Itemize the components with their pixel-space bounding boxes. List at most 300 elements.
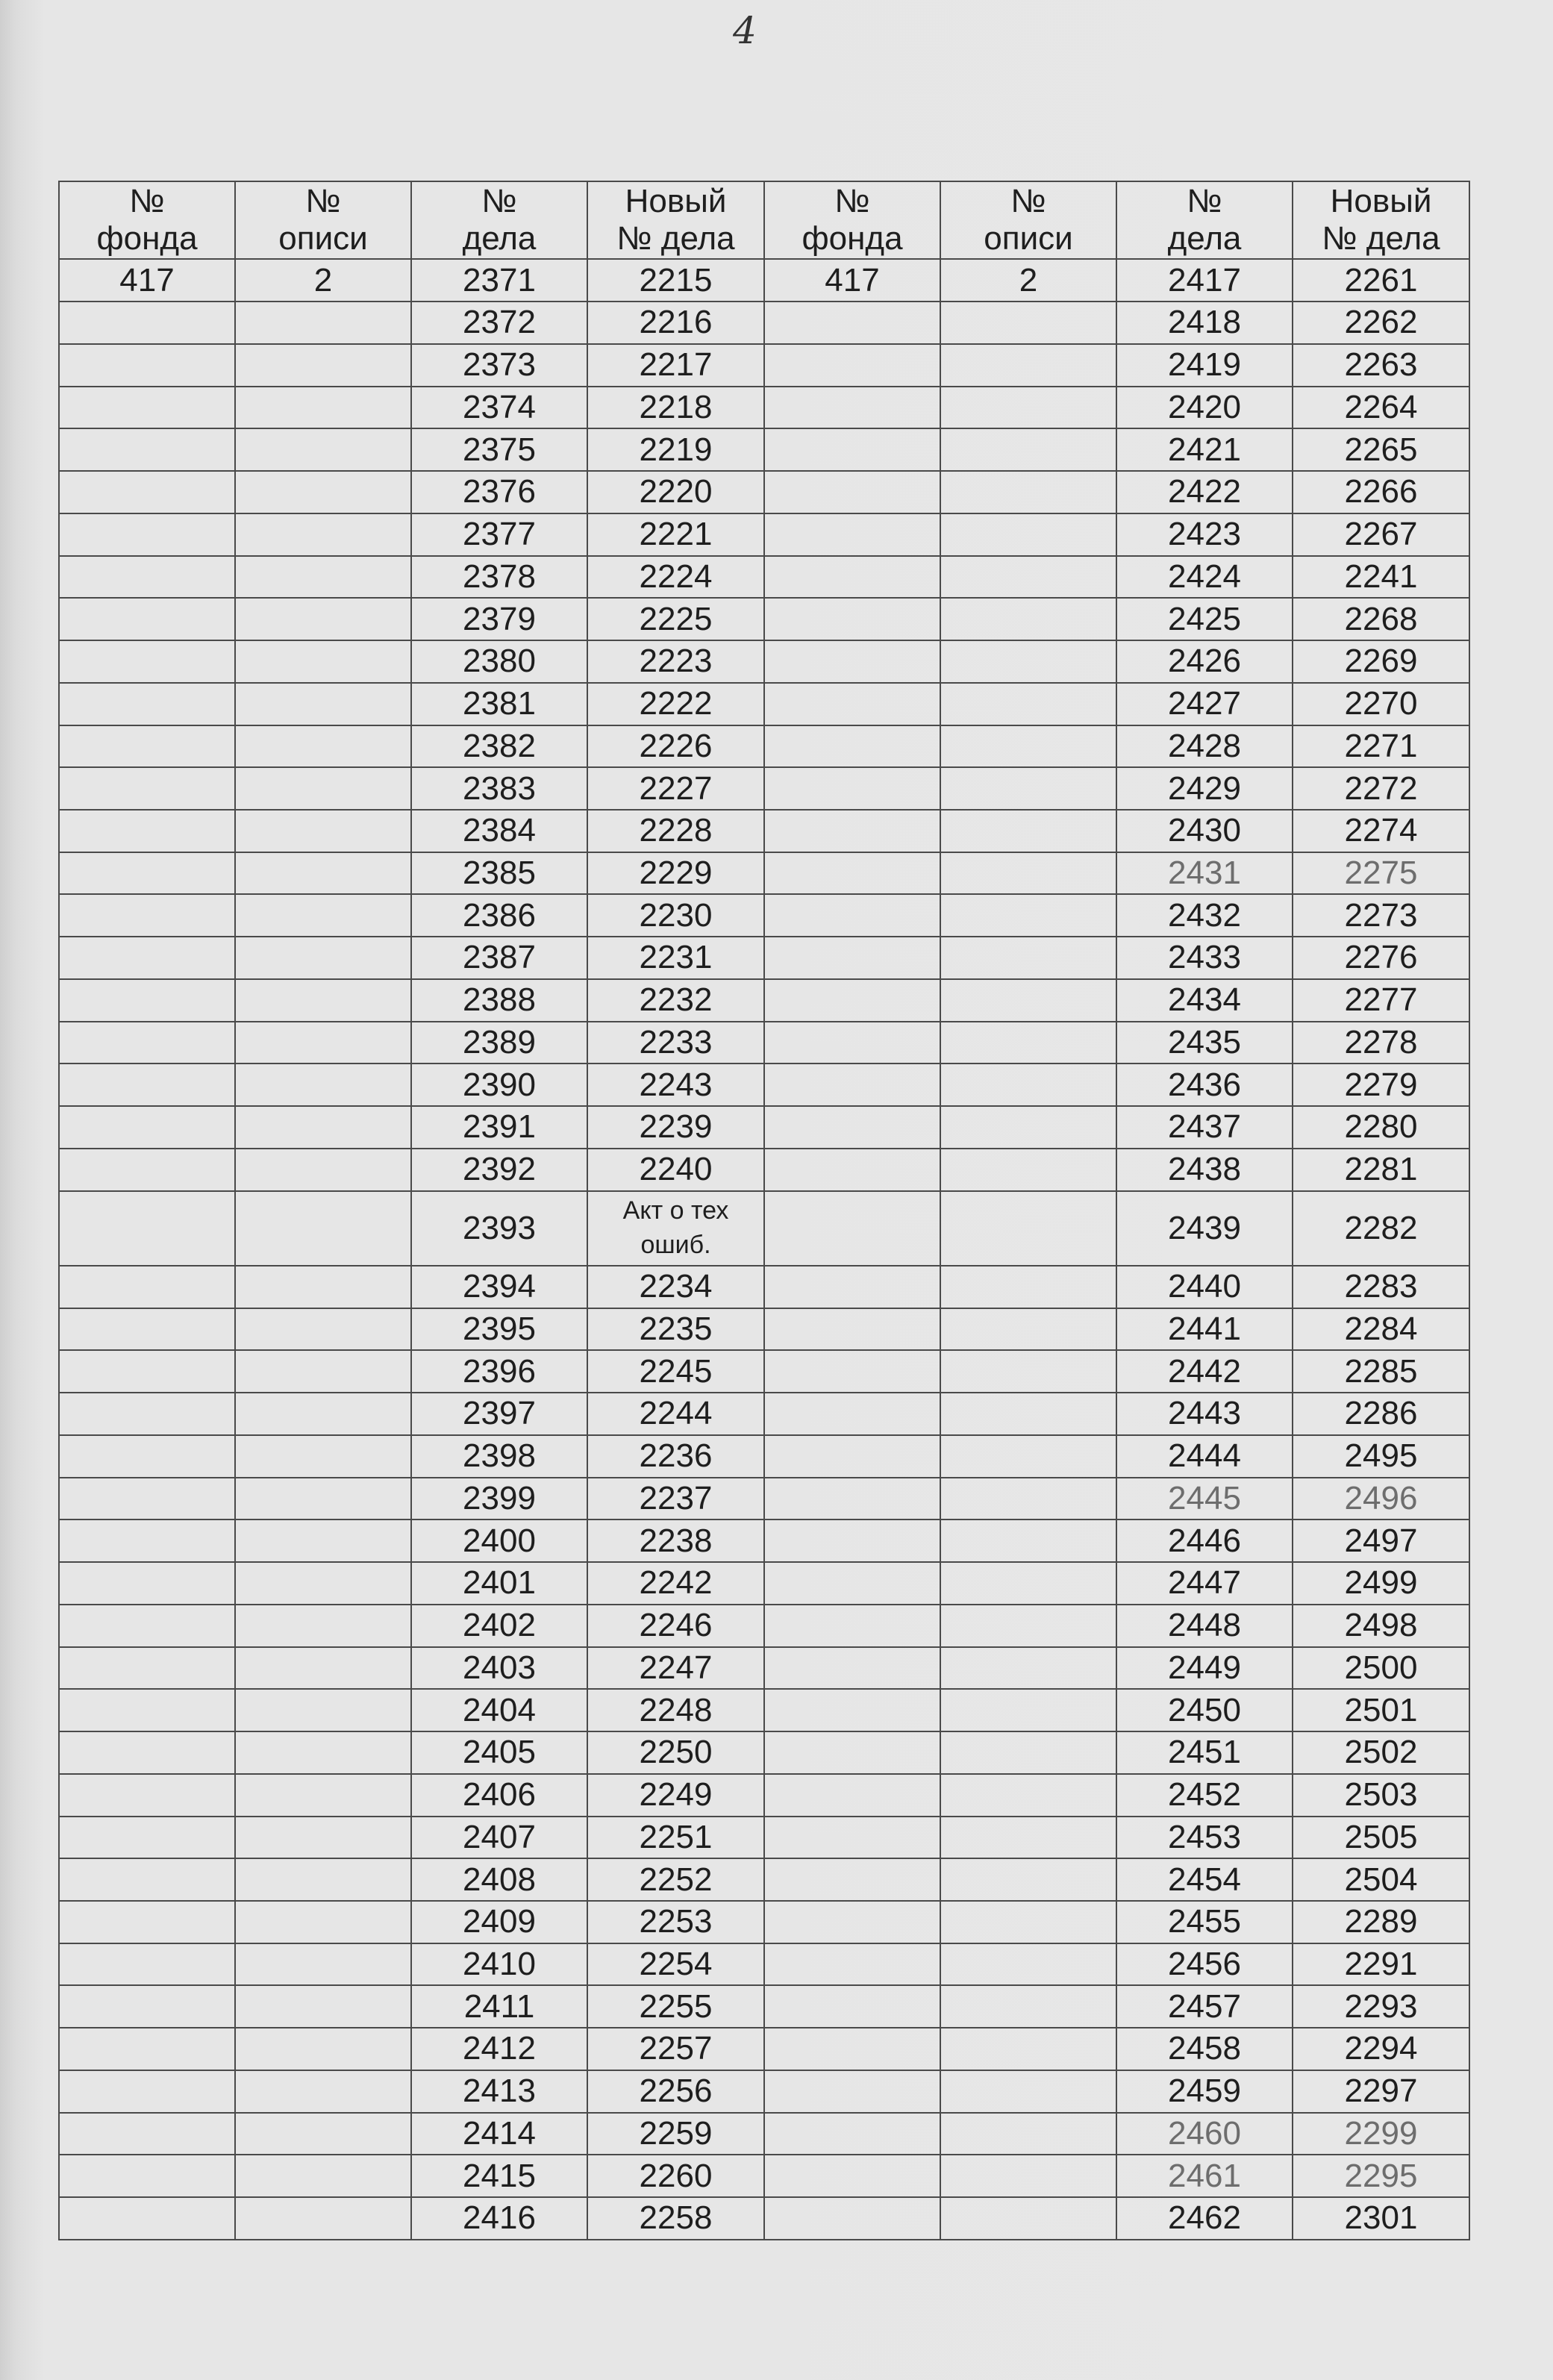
opis-number-empty [940, 1149, 1116, 1191]
table-row [764, 852, 1469, 895]
opis-number-empty [940, 2197, 1116, 2240]
case-number: 2377 [411, 513, 587, 556]
new-case-number: 2496 [1293, 1478, 1469, 1520]
table-row [764, 1858, 1469, 1901]
new-case-number: 2223 [587, 640, 764, 683]
case-number: 2436 [1116, 1063, 1293, 1106]
case-number: 2456 [1116, 1943, 1293, 1986]
new-case-number: 2262 [1293, 302, 1469, 344]
case-number: 2376 [411, 471, 587, 513]
opis-number-empty [235, 979, 411, 1022]
new-case-number: 2263 [1293, 344, 1469, 387]
opis-number-empty [235, 1106, 411, 1149]
new-case-number: 2297 [1293, 2070, 1469, 2113]
opis-number-empty [235, 2113, 411, 2155]
opis-header-line: № [305, 182, 341, 219]
new-case-number: 2271 [1293, 725, 1469, 768]
case-number: 2411 [411, 1985, 587, 2028]
case-number: 2453 [1116, 1817, 1293, 1859]
case-number: 2414 [411, 2113, 587, 2155]
table-row [59, 2155, 764, 2197]
opis-number-empty [940, 1689, 1116, 1731]
new-case-number: 2264 [1293, 387, 1469, 429]
case-number: 2375 [411, 428, 587, 471]
new-case-number: 2236 [587, 1435, 764, 1478]
case-number: 2449 [1116, 1647, 1293, 1690]
table-row [764, 1063, 1469, 1106]
new-case-number: 2503 [1293, 1774, 1469, 1817]
table-row [59, 1985, 764, 2028]
fond-number-empty [59, 810, 235, 852]
case-number: 2406 [411, 1774, 587, 1817]
fond-number-empty [59, 387, 235, 429]
fond-number-empty [764, 471, 940, 513]
fond-number-empty [764, 1605, 940, 1647]
opis-number-empty [235, 1393, 411, 1435]
new-case-number: 2495 [1293, 1435, 1469, 1478]
opis-number-empty [235, 1562, 411, 1605]
table-row [764, 1817, 1469, 1859]
table-row [764, 979, 1469, 1022]
table-row [764, 1149, 1469, 1191]
table-row [59, 1605, 764, 1647]
opis-number-empty [940, 725, 1116, 768]
header-row [59, 181, 764, 259]
case-number: 2402 [411, 1605, 587, 1647]
new-case-number: 2299 [1293, 2113, 1469, 2155]
case-number: 2409 [411, 1901, 587, 1943]
opis-number-empty [235, 1266, 411, 1308]
new-case-number: 2501 [1293, 1689, 1469, 1731]
fond-number-empty [764, 1350, 940, 1393]
opis-number-empty [940, 2155, 1116, 2197]
fond-header [764, 181, 940, 259]
new-case-number: 2242 [587, 1562, 764, 1605]
new-case-number: 2241 [1293, 556, 1469, 599]
fond-number-empty [764, 2155, 940, 2197]
new-case-number: 2232 [587, 979, 764, 1022]
opis-number-empty [940, 1266, 1116, 1308]
fond-number-empty [59, 598, 235, 640]
table-row [59, 598, 764, 640]
table-row [59, 1308, 764, 1351]
case-number: 2408 [411, 1858, 587, 1901]
opis-number-empty [940, 513, 1116, 556]
delo-header-line: № [1187, 182, 1222, 219]
opis-number-empty [235, 2070, 411, 2113]
case-number: 2415 [411, 2155, 587, 2197]
fond-number-empty [764, 556, 940, 599]
new-case-number: 2249 [587, 1774, 764, 1817]
table-row [764, 1605, 1469, 1647]
case-renumbering-table [58, 181, 1469, 2240]
fond-number-empty [59, 302, 235, 344]
new-case-number: 2502 [1293, 1731, 1469, 1774]
case-number: 2427 [1116, 683, 1293, 725]
table-row [764, 2028, 1469, 2070]
fond-number-empty [764, 302, 940, 344]
table-row [59, 1063, 764, 1106]
new-case-number: 2250 [587, 1731, 764, 1774]
opis-number-empty [940, 1022, 1116, 1064]
opis-number: 2 [940, 259, 1116, 302]
new-case-number: 2293 [1293, 1985, 1469, 2028]
opis-number-empty [235, 1350, 411, 1393]
new-case-number: 2220 [587, 471, 764, 513]
case-number: 2379 [411, 598, 587, 640]
case-number: 2451 [1116, 1731, 1293, 1774]
opis-number-empty [940, 1817, 1116, 1859]
case-number: 2417 [1116, 259, 1293, 302]
fond-number-empty [764, 1435, 940, 1478]
case-number: 2439 [1116, 1191, 1293, 1266]
new-case-number: 2283 [1293, 1266, 1469, 1308]
table-row [764, 2197, 1469, 2240]
case-number: 2410 [411, 1943, 587, 1986]
new-case-number: 2231 [587, 937, 764, 979]
table-row [764, 302, 1469, 344]
fond-number-empty [764, 1022, 940, 1064]
table-row [59, 1858, 764, 1901]
fond-number-empty [59, 1149, 235, 1191]
table-row [59, 725, 764, 768]
opis-number-empty [940, 1858, 1116, 1901]
new-case-number: 2222 [587, 683, 764, 725]
table-row [59, 2113, 764, 2155]
case-number: 2452 [1116, 1774, 1293, 1817]
case-number: 2430 [1116, 810, 1293, 852]
case-number: 2371 [411, 259, 587, 302]
table-row [59, 1149, 764, 1191]
table-row [59, 1943, 764, 1986]
fond-number-empty [59, 1266, 235, 1308]
opis-number-empty [235, 1605, 411, 1647]
fond-number-empty [59, 513, 235, 556]
fond-number-empty [764, 1943, 940, 1986]
opis-number-empty [940, 1063, 1116, 1106]
new-case-number: 2291 [1293, 1943, 1469, 1986]
fond-number-empty [764, 1985, 940, 2028]
table-row [59, 1106, 764, 1149]
new-case-number: 2267 [1293, 513, 1469, 556]
fond-number-empty [764, 979, 940, 1022]
table-row [59, 344, 764, 387]
table-row [764, 1308, 1469, 1351]
opis-number-empty [940, 640, 1116, 683]
opis-number-empty [235, 1731, 411, 1774]
table-row [59, 1647, 764, 1690]
fond-number-empty [59, 2070, 235, 2113]
new-case-number: 2219 [587, 428, 764, 471]
opis-header [235, 181, 411, 259]
fond-number-empty [59, 1478, 235, 1520]
fond-number-empty [59, 1985, 235, 2028]
case-number: 2392 [411, 1149, 587, 1191]
case-number: 2374 [411, 387, 587, 429]
opis-number-empty [940, 344, 1116, 387]
table-row [59, 767, 764, 810]
opis-number-empty [940, 2070, 1116, 2113]
fond-number-empty [59, 1901, 235, 1943]
table-row [764, 1435, 1469, 1478]
fond-number: 417 [764, 259, 940, 302]
table-row [764, 1774, 1469, 1817]
fond-number-empty [764, 1266, 940, 1308]
fond-number-empty [59, 1106, 235, 1149]
opis-number-empty [235, 852, 411, 895]
fond-number-empty [59, 640, 235, 683]
case-number: 2405 [411, 1731, 587, 1774]
table-row [764, 1689, 1469, 1731]
new-case-number: 2243 [587, 1063, 764, 1106]
case-number: 2390 [411, 1063, 587, 1106]
new-case-number: 2216 [587, 302, 764, 344]
fond-number-empty [764, 1774, 940, 1817]
case-number: 2438 [1116, 1149, 1293, 1191]
opis-number-empty [940, 852, 1116, 895]
table-right-half [763, 181, 1470, 2240]
fond-number-empty [59, 1393, 235, 1435]
case-number: 2437 [1116, 1106, 1293, 1149]
fond-number-empty [764, 1562, 940, 1605]
opis-number-empty [235, 1308, 411, 1351]
opis-number-empty [940, 598, 1116, 640]
table-left-half [58, 181, 765, 2240]
table-row [59, 513, 764, 556]
opis-number-empty [235, 937, 411, 979]
fond-header-line: № [834, 182, 870, 219]
table-row [59, 1817, 764, 1859]
table-row [764, 259, 1469, 302]
new-case-number: 2278 [1293, 1022, 1469, 1064]
table-row [764, 1266, 1469, 1308]
fond-number-empty [764, 1817, 940, 1859]
new-case-number: 2238 [587, 1519, 764, 1562]
table-row [59, 556, 764, 599]
opis-number-empty [940, 1731, 1116, 1774]
table-row [59, 259, 764, 302]
opis-number-empty [940, 1308, 1116, 1351]
fond-number-empty [59, 1647, 235, 1690]
case-number: 2447 [1116, 1562, 1293, 1605]
table-row [59, 979, 764, 1022]
opis-number-empty [940, 1774, 1116, 1817]
opis-number-empty [235, 387, 411, 429]
table-row [59, 1478, 764, 1520]
table-row [59, 1774, 764, 1817]
table-row [59, 428, 764, 471]
table-row [764, 2155, 1469, 2197]
case-number: 2403 [411, 1647, 587, 1690]
table-row [59, 640, 764, 683]
table-row [59, 1689, 764, 1731]
new-delo-header-line: Новый [1330, 182, 1432, 219]
case-number: 2421 [1116, 428, 1293, 471]
opis-header [940, 181, 1116, 259]
new-case-number: 2217 [587, 344, 764, 387]
new-case-number: 2215 [587, 259, 764, 302]
fond-number-empty [59, 1605, 235, 1647]
case-number: 2416 [411, 2197, 587, 2240]
table-row [764, 344, 1469, 387]
new-case-number: 2227 [587, 767, 764, 810]
new-case-number: 2230 [587, 894, 764, 937]
case-number: 2424 [1116, 556, 1293, 599]
opis-number-empty [940, 2028, 1116, 2070]
opis-header-line: № [1010, 182, 1046, 219]
fond-number-empty [59, 852, 235, 895]
case-number: 2389 [411, 1022, 587, 1064]
fond-number-empty [764, 1393, 940, 1435]
new-case-number: 2256 [587, 2070, 764, 2113]
fond-number-empty [59, 683, 235, 725]
opis-header-line: описи [984, 220, 1073, 257]
table-row [59, 1266, 764, 1308]
case-number: 2459 [1116, 2070, 1293, 2113]
fond-number-empty [764, 428, 940, 471]
table-row [764, 471, 1469, 513]
new-case-number: 2275 [1293, 852, 1469, 895]
opis-number-empty [235, 725, 411, 768]
fond-number-empty [764, 894, 940, 937]
case-number: 2422 [1116, 471, 1293, 513]
fond-number-empty [59, 1562, 235, 1605]
case-number: 2381 [411, 683, 587, 725]
fond-number-empty [59, 767, 235, 810]
table-row [59, 1562, 764, 1605]
opis-number-empty [235, 1149, 411, 1191]
fond-number-empty [764, 767, 940, 810]
header-row [764, 181, 1469, 259]
new-case-number: 2500 [1293, 1647, 1469, 1690]
fond-number-empty [764, 387, 940, 429]
new-case-number: 2270 [1293, 683, 1469, 725]
new-delo-header [1293, 181, 1469, 259]
opis-number-empty [940, 1519, 1116, 1562]
new-case-number: 2254 [587, 1943, 764, 1986]
delo-header [1116, 181, 1293, 259]
fond-number-empty [59, 979, 235, 1022]
new-case-number: 2253 [587, 1901, 764, 1943]
new-case-number: 2258 [587, 2197, 764, 2240]
new-case-number: 2295 [1293, 2155, 1469, 2197]
fond-number: 417 [59, 259, 235, 302]
opis-number-empty [235, 2197, 411, 2240]
fond-number-empty [59, 2028, 235, 2070]
case-number: 2412 [411, 2028, 587, 2070]
table-row [764, 428, 1469, 471]
opis-number-empty [940, 1562, 1116, 1605]
new-case-number: 2255 [587, 1985, 764, 2028]
table-row [764, 1393, 1469, 1435]
new-case-number: 2234 [587, 1266, 764, 1308]
case-number: 2395 [411, 1308, 587, 1351]
new-case-number: 2277 [1293, 979, 1469, 1022]
fond-number-empty [59, 937, 235, 979]
case-number: 2428 [1116, 725, 1293, 768]
opis-number-empty [940, 471, 1116, 513]
table-row [59, 852, 764, 895]
case-number: 2420 [1116, 387, 1293, 429]
new-case-number: 2269 [1293, 640, 1469, 683]
new-case-number: 2280 [1293, 1106, 1469, 1149]
opis-number-empty [235, 471, 411, 513]
table-row [59, 2070, 764, 2113]
new-case-number: 2225 [587, 598, 764, 640]
opis-number-empty [235, 598, 411, 640]
table-row [764, 1985, 1469, 2028]
table-row [59, 1519, 764, 1562]
case-number: 2413 [411, 2070, 587, 2113]
opis-number-empty [235, 1022, 411, 1064]
opis-number-empty [235, 810, 411, 852]
case-number: 2460 [1116, 2113, 1293, 2155]
case-number: 2384 [411, 810, 587, 852]
fond-number-empty [764, 598, 940, 640]
new-case-number: 2251 [587, 1817, 764, 1859]
new-case-number: 2265 [1293, 428, 1469, 471]
new-case-number: 2239 [587, 1106, 764, 1149]
table-row [59, 302, 764, 344]
fond-number-empty [764, 1308, 940, 1351]
new-delo-header [587, 181, 764, 259]
case-number: 2388 [411, 979, 587, 1022]
opis-number-empty [235, 1478, 411, 1520]
new-delo-header-line: № дела [1322, 220, 1440, 257]
delo-header-line: дела [1167, 220, 1242, 257]
new-case-number: 2284 [1293, 1308, 1469, 1351]
case-number: 2445 [1116, 1478, 1293, 1520]
opis-number-empty [235, 767, 411, 810]
case-number: 2426 [1116, 640, 1293, 683]
fond-number-empty [764, 683, 940, 725]
case-number: 2462 [1116, 2197, 1293, 2240]
table-row [59, 1731, 764, 1774]
fond-number-empty [59, 1308, 235, 1351]
new-case-number: 2247 [587, 1647, 764, 1690]
table-row [764, 2113, 1469, 2155]
new-case-number: 2261 [1293, 259, 1469, 302]
table-row [764, 683, 1469, 725]
opis-number-empty [940, 1943, 1116, 1986]
table-row [764, 1191, 1469, 1266]
opis-number: 2 [235, 259, 411, 302]
new-case-number: 2499 [1293, 1562, 1469, 1605]
opis-number-empty [940, 1647, 1116, 1690]
new-case-number: 2246 [587, 1605, 764, 1647]
case-number: 2404 [411, 1689, 587, 1731]
table-row [764, 1106, 1469, 1149]
opis-number-empty [940, 767, 1116, 810]
opis-number-empty [235, 640, 411, 683]
case-number: 2455 [1116, 1901, 1293, 1943]
case-number: 2397 [411, 1393, 587, 1435]
fond-number-empty [59, 1689, 235, 1731]
opis-number-empty [235, 1901, 411, 1943]
fond-number-empty [764, 1901, 940, 1943]
new-case-number: 2245 [587, 1350, 764, 1393]
case-number: 2399 [411, 1478, 587, 1520]
opis-number-empty [235, 556, 411, 599]
fond-number-empty [764, 344, 940, 387]
table-row [59, 937, 764, 979]
fond-number-empty [59, 1191, 235, 1266]
case-number: 2401 [411, 1562, 587, 1605]
case-number: 2394 [411, 1266, 587, 1308]
new-case-number: 2218 [587, 387, 764, 429]
fond-header-line: фонда [96, 220, 198, 257]
new-case-number: 2281 [1293, 1149, 1469, 1191]
